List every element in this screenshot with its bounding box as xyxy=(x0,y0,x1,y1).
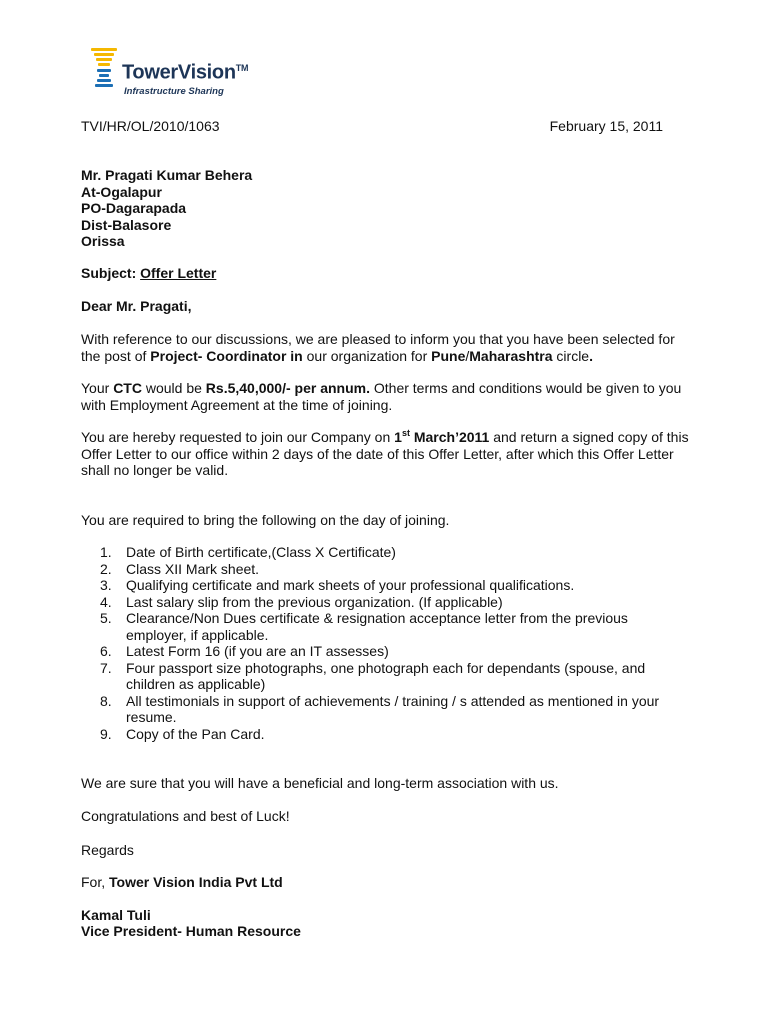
logo-tagline: Infrastructure Sharing xyxy=(124,86,224,97)
signatory-name: Kamal Tuli xyxy=(81,907,151,923)
paragraph-ctc: Your CTC would be Rs.5,40,000/- per annum. Other terms and conditions would be given to you with Employment Agreement at the time of joining. xyxy=(81,380,682,413)
company-name: Tower Vision India Pvt Ltd xyxy=(109,874,283,890)
list-item: 3. Qualifying certificate and mark sheets of your professional qualifications. xyxy=(100,577,575,593)
list-item: 8. All testimonials in support of achievements / training / s attended as mentioned in your resume. xyxy=(100,692,660,725)
list-item: 1. Date of Birth certificate,(Class X Certificate) xyxy=(100,544,396,560)
salutation: Dear Mr. Pragati, xyxy=(81,298,192,314)
reference-number: TVI/HR/OL/2010/1063 xyxy=(81,118,220,134)
subject-text: Offer Letter xyxy=(140,265,217,281)
subject-line xyxy=(81,265,691,282)
subject-label: Subject: xyxy=(81,265,137,281)
address-line: PO-Dagarapada xyxy=(81,200,187,216)
documents-list xyxy=(100,544,692,742)
signatory-title: Vice President- Human Resource xyxy=(81,923,301,939)
letter-date: February 15, 2011 xyxy=(549,118,663,134)
closing-congratulations: Congratulations and best of Luck! xyxy=(81,808,290,824)
trademark-symbol: TM xyxy=(235,63,249,73)
logo-wordmark: TowerVision™ xyxy=(122,61,249,84)
list-item: 4. Last salary slip from the previous organization. (If applicable) xyxy=(100,593,503,610)
list-item: 6. Latest Form 16 (if you are an IT assesses) xyxy=(100,643,389,659)
paragraph-joining: You are hereby requested to join our Company on 1st March’2011 and return a signed copy of this Offer Letter to our office within 2 days of the date of this Offer Letter, after which this Offer Letter shall no longer be valid. xyxy=(81,428,689,478)
documents-intro: You are required to bring the following on the day of joining. xyxy=(81,512,450,528)
address-line: At-Ogalapur xyxy=(81,183,162,200)
closing-regards: Regards xyxy=(81,842,134,858)
recipient-address xyxy=(81,167,252,250)
tower-logo-icon xyxy=(88,46,120,96)
paragraph-selection: With reference to our discussions, we are pleased to inform you that you have been selected for the post of Project- Coordinator in our organization for Pune/Maharashtra circle. xyxy=(81,331,675,364)
list-item: 2. Class XII Mark sheet. xyxy=(100,560,260,577)
closing-association: We are sure that you will have a beneficial and long-term association with us. xyxy=(81,775,559,791)
address-line: Orissa xyxy=(81,233,125,249)
company-line: For, Tower Vision India Pvt Ltd xyxy=(81,874,283,890)
company-logo xyxy=(88,46,248,102)
list-item: 9. Copy of the Pan Card. xyxy=(100,725,265,742)
list-item: 5. Clearance/Non Dues certificate & resignation acceptance letter from the previous employer, if applicable. xyxy=(100,610,628,643)
list-item: 7. Four passport size photographs, one photograph each for dependants (spouse, and children as applicable) xyxy=(100,659,646,692)
address-line: Dist-Balasore xyxy=(81,216,172,233)
recipient-name: Mr. Pragati Kumar Behera xyxy=(81,167,253,183)
